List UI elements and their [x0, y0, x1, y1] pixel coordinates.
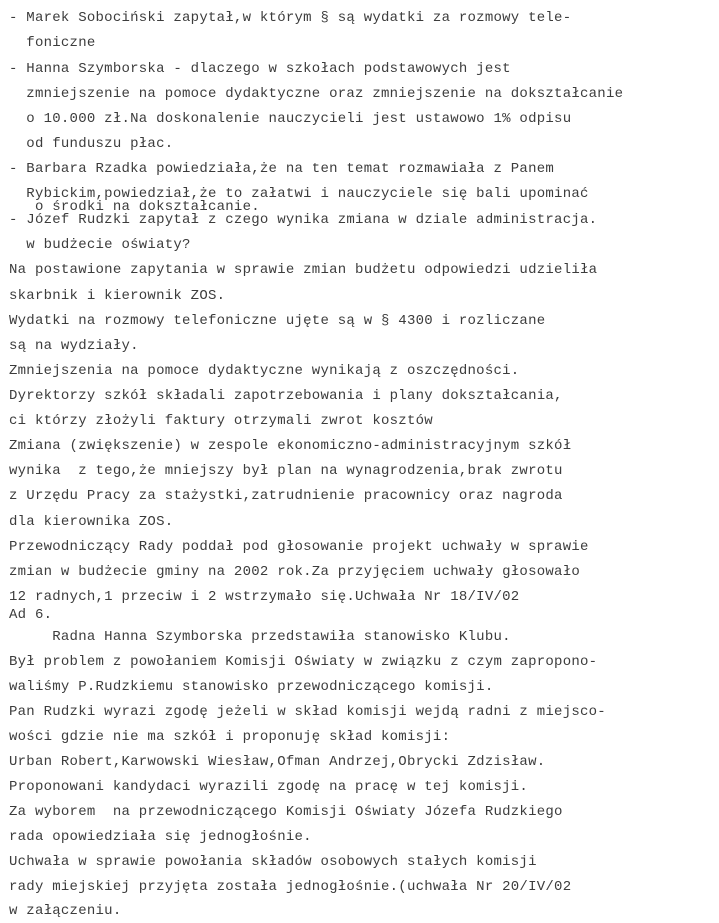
text-line: ci którzy złożyli faktury otrzymali zwrot kosztów [9, 413, 433, 429]
text-line: zmniejszenie na pomoce dydaktyczne oraz zmniejszenie na dokształcanie [9, 86, 624, 102]
text-line: Na postawione zapytania w sprawie zmian budżetu odpowiedzi udzieliła [9, 262, 598, 278]
text-line: Zmniejszenia na pomoce dydaktyczne wynikają z oszczędności. [9, 363, 520, 379]
text-line: dla kierownika ZOS. [9, 514, 174, 530]
text-line: Był problem z powołaniem Komisji Oświaty w związku z czym zapropono- [9, 654, 598, 670]
text-line: Za wyborem na przewodniczącego Komisji Oświaty Józefa Rudzkiego [9, 804, 563, 820]
text-line: Zmiana (zwiększenie) w zespole ekonomiczno-administracyjnym szkół [9, 438, 572, 454]
text-line: - Marek Sobociński zapytał,w którym § są wydatki za rozmowy tele- [9, 10, 572, 26]
text-line: w budżecie oświaty? [9, 237, 191, 253]
text-line: o 10.000 zł.Na doskonalenie nauczycieli jest ustawowo 1% odpisu [9, 111, 572, 127]
text-line: Proponowani kandydaci wyrazili zgodę na pracę w tej komisji. [9, 779, 529, 795]
text-line: Rybickim,powiedział,że to załatwi i nauczyciele się bali upominać [9, 186, 589, 202]
text-line: Uchwała w sprawie powołania składów osobowych stałych komisji [9, 854, 537, 870]
text-line: 12 radnych,1 przeciw i 2 wstrzymało się.Uchwała Nr 18/IV/02 [9, 589, 520, 605]
text-line: Pan Rudzki wyrazi zgodę jeżeli w skład komisji wejdą radni z miejsco- [9, 704, 606, 720]
text-line: foniczne [9, 35, 96, 51]
text-line: są na wydziały. [9, 338, 139, 354]
text-line: - Hanna Szymborska - dlaczego w szkołach podstawowych jest [9, 61, 511, 77]
text-line: wości gdzie nie ma szkół i proponuję skład komisji: [9, 729, 451, 745]
text-line: Dyrektorzy szkół składali zapotrzebowania i plany dokształcania, [9, 388, 563, 404]
text-line: Przewodniczący Rady poddał pod głosowanie projekt uchwały w sprawie [9, 539, 589, 555]
text-line: skarbnik i kierownik ZOS. [9, 288, 226, 304]
text-line: waliśmy P.Rudzkiemu stanowisko przewodniczącego komisji. [9, 679, 494, 695]
text-line: w załączeniu. [9, 903, 122, 919]
text-line: Urban Robert,Karwowski Wiesław,Ofman Andrzej,Obrycki Zdzisław. [9, 754, 546, 770]
text-line: - Barbara Rzadka powiedziała,że na ten temat rozmawiała z Panem [9, 161, 555, 177]
text-line: Wydatki na rozmowy telefoniczne ujęte są w § 4300 i rozliczane [9, 313, 546, 329]
text-line: Radna Hanna Szymborska przedstawiła stanowisko Klubu. [9, 629, 511, 645]
text-line: Ad 6. [9, 607, 53, 623]
text-line: rady miejskiej przyjęta została jednogłośnie.(uchwała Nr 20/IV/02 [9, 879, 572, 895]
text-line: od funduszu płac. [9, 136, 174, 152]
text-line: rada opowiedziała się jednogłośnie. [9, 829, 312, 845]
text-line: o środki na dokształcanie. [9, 199, 260, 215]
text-line: z Urzędu Pracy za stażystki,zatrudnienie pracownicy oraz nagroda [9, 488, 563, 504]
text-line: zmian w budżecie gminy na 2002 rok.Za przyjęciem uchwały głosowało [9, 564, 580, 580]
text-line: - Józef Rudzki zapytał z czego wynika zmiana w dziale administracja. [9, 212, 598, 228]
text-line: wynika z tego,że mniejszy był plan na wynagrodzenia,brak zwrotu [9, 463, 563, 479]
